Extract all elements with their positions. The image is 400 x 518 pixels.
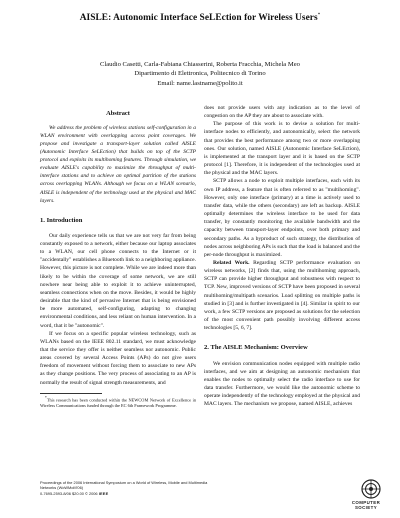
author-email: Email: name.lastname@polito.it bbox=[157, 79, 243, 87]
right-paragraph-3: SCTP allows a node to exploit multiple interfaces, each with its own IP address, a feature that is often referred to as "multihoming". However, only one interface (primary) at a time is actively used to transfer data, while the others (secondary) are left as backup. AISLE optimally determines the wireless interface to be used for data transfer, by constantly monitoring the available bandwidth and the capacity between transport-layer endpoints, over both primary and secondary paths. As a byproduct of such strategy, the distribution of nodes across neighboring APs is such that the load is balanced and the per-node throughput is maximized. bbox=[204, 178, 360, 258]
ieee-label: IEEE bbox=[98, 490, 109, 496]
footer-isbn: 0-7695-2593-8/06 $20.00 © 2006 bbox=[40, 490, 98, 496]
right-column bbox=[204, 104, 360, 408]
related-work-heading: Related Work. bbox=[213, 259, 250, 266]
computer-society-logo-text bbox=[338, 500, 394, 510]
right-paragraph-1: does not provide users with any indication as to the level of congestion on the AP they are about to associate with. bbox=[204, 105, 360, 120]
related-work-text: Regarding SCTP performance evaluation on wireless networks, [2] finds that, using the multihoming approach, SCTP can provide higher throughput and robustness with respect to TCP. New, improved versions of SCTP have been proposed in several multihoming/multipath scenarios. Load splitting on multiple paths is studied in [3] and is further investigated in [4]. Similar in spirit to our work, a few SCTP versions are proposed as solutions for the selection of the most convenient path possibly involving different access technologies [5, 6, 7]. bbox=[204, 259, 360, 332]
paper-title bbox=[20, 13, 380, 23]
intro-paragraph-1: Our daily experience tells us that we are not very far from being constantly exposed to a network, either because our laptop associates to a WLAN, our cell phone connects to the Internet or it "accidentally" establishes a Bluetooth link to a neighboring appliance. However, this picture is not complete. While we are indeed more than likely to be within the coverage of some network, we are still nowhere near being able to exploit it to achieve uninterrupted, seamless connections when on the move. Besides, it would be highly desirable that the kind of pervasive Internet that is being envisioned be more automated, self-configuring, adapting to changing environmental conditions, and less reliant on human intervention. In a word, that it be "autonomic". bbox=[40, 232, 196, 329]
related-work-paragraph bbox=[204, 259, 360, 332]
footer-line-3 bbox=[40, 491, 320, 496]
abstract-heading: Abstract bbox=[106, 110, 130, 117]
intro-paragraph-2: If we focus on a specific popular wireless technology, such as WLANs based on the IEEE 802.11 standard, we must acknowledge that the service they offer is neither seamless nor autonomic. Public areas covered by several Access Points (APs) do not give users freedom of movement without forcing them to associate to new APs as they change positions. The very process of associating to an AP is normally the result of signal strength measurements, and bbox=[40, 330, 196, 386]
footnote-text: This research has been conducted within the NEWCOM Network of Excellence in Wireless Communications funded through the EC 6th Framework Programme. bbox=[40, 397, 196, 408]
logo-line-2: SOCIETY bbox=[354, 505, 378, 511]
title-footnote-mark: * bbox=[317, 13, 321, 18]
footer-line-1: Proceedings of the 2006 International Symposium on a World of Wireless, Mobile and Multimedia bbox=[40, 480, 208, 485]
footnote-rule bbox=[40, 393, 102, 394]
author-block bbox=[20, 60, 380, 88]
author-names: Claudio Casetti, Carla-Fabiana Chiasserini, Roberta Fracchia, Michela Meo bbox=[100, 61, 300, 68]
paper-title-text: AISLE: Autonomic Interface SeLEction for Wireless Users bbox=[79, 13, 318, 24]
left-column bbox=[40, 110, 196, 408]
author-affiliation: Dipartimento di Elettronica, Politecnico di Torino bbox=[134, 70, 266, 78]
abstract-body bbox=[40, 124, 196, 204]
right-paragraph-2: The purpose of this work is to devise a solution for multi-interface nodes to efficiently, and autonomically, select the network that provides the best performance among two or more overlapping ones. Our solution, named AISLE (Autonomic Interface SeLEction), is implemented at the transport layer and it is based on the SCTP protocol [1]. Therefore, it is independent of the technologies used at the physical and the MAC layers. bbox=[204, 121, 360, 177]
footnote-mark: * bbox=[45, 395, 47, 400]
section-heading-introduction: 1. Introduction bbox=[40, 216, 83, 224]
section-heading-aisle-mechanism: 2. The AISLE Mechanism: Overview bbox=[204, 344, 308, 352]
footer-line-2: Networks (WoWMoM'06) bbox=[40, 485, 84, 491]
logo-line-1: COMPUTER bbox=[351, 500, 381, 505]
proceedings-footer bbox=[40, 480, 320, 496]
footnote bbox=[40, 396, 196, 409]
abstract-text: We address the problem of wireless stations self-configuration in a WLAN environment with overlapping access point coverages. We propose and investigate a transport-layer solution called AISLE (Autonomic Interface SeLEction) that builds on top of the SCTP protocol and exploits its multihoming features. Through simulation, we evaluate AISLE's capability to maximize the throughput of multi-interface stations and to achieve an optimal partition of the stations across overlapping WLANs. Although we focus on a WLAN scenario, AISLE is independent of the technology used at the physical and MAC layers. bbox=[40, 125, 196, 204]
section2-paragraph: We envision communication nodes equipped with multiple radio interfaces, and we aim at designing an autonomic mechanism that enables the nodes to optimally select the radio interface to use for data transfer. Furthermore, we would like the autonomic scheme to operate independently of the technology employed at the physical and MAC layers. The mechanism we propose, named AISLE, achieves bbox=[204, 360, 360, 408]
